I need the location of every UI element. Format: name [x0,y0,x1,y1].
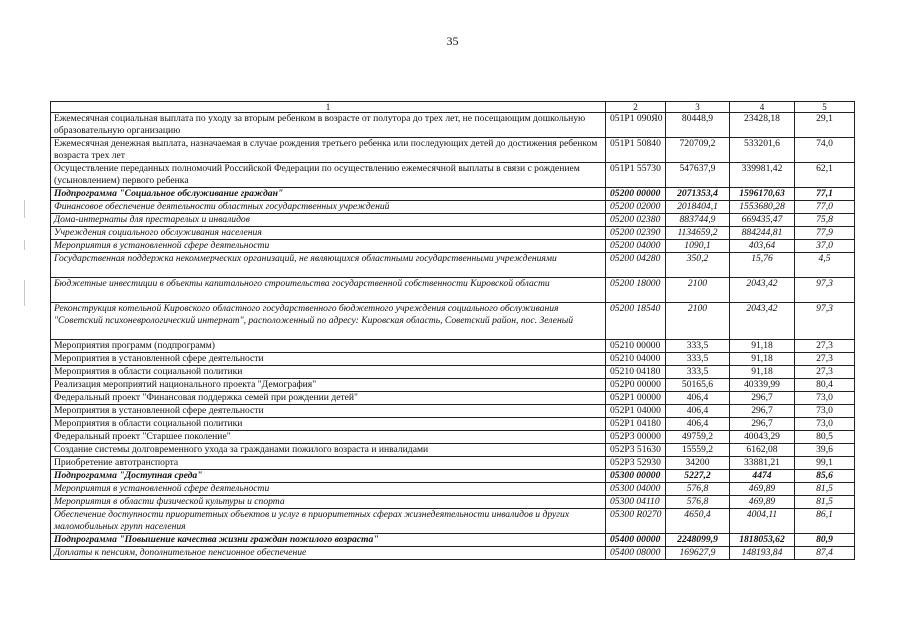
column-header: 2 [606,102,666,113]
row-actual-value-cell: 2043,42 [730,278,795,303]
row-percent-cell: 80,5 [795,431,855,444]
row-plan-value-cell: 720709,2 [666,138,730,163]
row-plan-value-cell: 80448,9 [666,113,730,138]
row-percent-cell: 74,0 [795,138,855,163]
row-actual-value-cell: 40043,29 [730,431,795,444]
table-row [51,470,855,483]
table-row [51,253,855,278]
row-percent-cell: 77,9 [795,227,855,240]
budget-table [50,101,855,560]
row-percent-cell: 27,3 [795,353,855,366]
row-actual-value-cell: 1596170,63 [730,188,795,201]
row-plan-value-cell: 15559,2 [666,444,730,457]
row-name-cell: Федеральный проект "Финансовая поддержка семей при рождении детей" [51,392,606,405]
row-actual-value-cell: 148193,84 [730,547,795,560]
table-row [51,405,855,418]
table-row [51,444,855,457]
column-header: 5 [795,102,855,113]
row-percent-cell: 4,5 [795,253,855,278]
row-percent-cell: 81,5 [795,483,855,496]
row-percent-cell: 86,1 [795,509,855,534]
row-code-cell: 052P3 52930 [606,457,666,470]
row-name-cell: Государственная поддержка некоммерческих организаций, не являющихся областными государственными учреждениями [51,253,606,278]
row-code-cell: 05200 02000 [606,201,666,214]
row-percent-cell: 62,1 [795,163,855,188]
row-plan-value-cell: 333,5 [666,340,730,353]
row-plan-value-cell: 333,5 [666,353,730,366]
row-plan-value-cell: 5227,2 [666,470,730,483]
row-percent-cell: 80,9 [795,534,855,547]
row-plan-value-cell: 49759,2 [666,431,730,444]
row-actual-value-cell: 296,7 [730,405,795,418]
row-code-cell: 05200 18540 [606,303,666,340]
row-actual-value-cell: 91,18 [730,353,795,366]
row-plan-value-cell: 883744,9 [666,214,730,227]
table-row [51,534,855,547]
row-plan-value-cell: 2071353,4 [666,188,730,201]
row-name-cell: Мероприятия в области социальной политики [51,418,606,431]
row-name-cell: Подпрограмма "Повышение качества жизни граждан пожилого возраста" [51,534,606,547]
row-plan-value-cell: 576,8 [666,483,730,496]
row-actual-value-cell: 403,64 [730,240,795,253]
row-plan-value-cell: 1090,1 [666,240,730,253]
row-code-cell: 051P1 50840 [606,138,666,163]
row-actual-value-cell: 469,89 [730,496,795,509]
row-actual-value-cell: 91,18 [730,366,795,379]
row-actual-value-cell: 884244,81 [730,227,795,240]
row-actual-value-cell: 23428,18 [730,113,795,138]
column-header: 3 [666,102,730,113]
row-actual-value-cell: 1818053,62 [730,534,795,547]
row-percent-cell: 81,5 [795,496,855,509]
row-percent-cell: 87,4 [795,547,855,560]
table-row [51,418,855,431]
table-row [51,278,855,303]
page-number: 35 [446,34,459,48]
row-plan-value-cell: 333,5 [666,366,730,379]
row-name-cell: Осуществление переданных полномочий Российской Федерации по осуществлению ежемесячной выплаты в связи с рождением (усыновлением) первого ребенка [51,163,606,188]
row-actual-value-cell: 1553680,28 [730,201,795,214]
row-actual-value-cell: 469,89 [730,483,795,496]
table-row [51,379,855,392]
row-percent-cell: 77,0 [795,201,855,214]
row-actual-value-cell: 339981,42 [730,163,795,188]
row-code-cell: 05200 04280 [606,253,666,278]
row-name-cell: Мероприятия программ (подпрограмм) [51,340,606,353]
row-name-cell: Подпрограмма "Социальное обслуживание граждан" [51,188,606,201]
table-row [51,392,855,405]
row-actual-value-cell: 6162,08 [730,444,795,457]
row-actual-value-cell: 40339,99 [730,379,795,392]
row-percent-cell: 37,0 [795,240,855,253]
table-row [51,340,855,353]
row-name-cell: Мероприятия в установленной сфере деятельности [51,405,606,418]
table-row [51,547,855,560]
row-actual-value-cell: 533201,6 [730,138,795,163]
row-actual-value-cell: 669435,47 [730,214,795,227]
row-plan-value-cell: 2100 [666,278,730,303]
table-row [51,227,855,240]
table-row [51,509,855,534]
row-percent-cell: 39,6 [795,444,855,457]
row-actual-value-cell: 4474 [730,470,795,483]
row-actual-value-cell: 296,7 [730,392,795,405]
row-percent-cell: 80,4 [795,379,855,392]
row-plan-value-cell: 576,8 [666,496,730,509]
row-code-cell: 05300 00000 [606,470,666,483]
table-row [51,483,855,496]
row-percent-cell: 97,3 [795,303,855,340]
column-header-row [51,102,855,113]
row-name-cell: Приобретение автотранспорта [51,457,606,470]
column-header: 4 [730,102,795,113]
table-row [51,201,855,214]
row-plan-value-cell: 2100 [666,303,730,340]
row-name-cell: Мероприятия в области физической культуры и спорта [51,496,606,509]
row-code-cell: 052P1 04000 [606,405,666,418]
row-plan-value-cell: 1134659,2 [666,227,730,240]
table-row [51,353,855,366]
row-code-cell: 05300 04110 [606,496,666,509]
table-body [51,113,855,560]
table-row [51,431,855,444]
row-name-cell: Реализация мероприятий национального проекта "Демография" [51,379,606,392]
row-percent-cell: 97,3 [795,278,855,303]
row-code-cell: 05200 02390 [606,227,666,240]
table-row [51,214,855,227]
row-code-cell: 052P1 00000 [606,392,666,405]
row-name-cell: Ежемесячная денежная выплата, назначаемая в случае рождения третьего ребенка или последующих детей до достижения ребенком возраста трех лет [51,138,606,163]
table-row [51,366,855,379]
row-code-cell: 05200 18000 [606,278,666,303]
row-code-cell: 05210 04000 [606,353,666,366]
row-name-cell: Мероприятия в установленной сфере деятельности [51,240,606,253]
row-name-cell: Создание системы долговременного ухода за гражданами пожилого возраста и инвалидами [51,444,606,457]
row-code-cell: 05200 04000 [606,240,666,253]
budget-table-container [50,101,854,560]
row-percent-cell: 85,6 [795,470,855,483]
row-plan-value-cell: 547637,9 [666,163,730,188]
table-row [51,138,855,163]
row-plan-value-cell: 2248099,9 [666,534,730,547]
row-actual-value-cell: 15,76 [730,253,795,278]
column-header: 1 [51,102,606,113]
row-percent-cell: 73,0 [795,418,855,431]
row-percent-cell: 29,1 [795,113,855,138]
row-name-cell: Мероприятия в установленной сфере деятельности [51,483,606,496]
row-code-cell: 052P3 51630 [606,444,666,457]
row-percent-cell: 77,1 [795,188,855,201]
row-name-cell: Ежемесячная социальная выплата по уходу за вторым ребенком в возрасте от полутора до трех лет, не посещающим дошкольную образовательную организацию [51,113,606,138]
row-actual-value-cell: 296,7 [730,418,795,431]
row-plan-value-cell: 2018404,1 [666,201,730,214]
row-name-cell: Учреждения социального обслуживания населения [51,227,606,240]
row-percent-cell: 73,0 [795,405,855,418]
row-code-cell: 052P0 00000 [606,379,666,392]
row-code-cell: 051P1 090Я0 [606,113,666,138]
row-plan-value-cell: 406,4 [666,392,730,405]
table-row [51,240,855,253]
row-code-cell: 05210 00000 [606,340,666,353]
row-code-cell: 05200 02380 [606,214,666,227]
row-code-cell: 052P1 04180 [606,418,666,431]
row-plan-value-cell: 406,4 [666,405,730,418]
row-plan-value-cell: 34200 [666,457,730,470]
row-code-cell: 05400 08000 [606,547,666,560]
row-name-cell: Мероприятия в установленной сфере деятельности [51,353,606,366]
row-actual-value-cell: 91,18 [730,340,795,353]
row-code-cell: 05400 00000 [606,534,666,547]
row-actual-value-cell: 4004,11 [730,509,795,534]
row-name-cell: Финансовое обеспечение деятельности областных государственных учреждений [51,201,606,214]
row-plan-value-cell: 406,4 [666,418,730,431]
row-plan-value-cell: 350,2 [666,253,730,278]
row-plan-value-cell: 4650,4 [666,509,730,534]
row-code-cell: 05300 04000 [606,483,666,496]
table-row [51,496,855,509]
row-code-cell: 051P1 55730 [606,163,666,188]
row-name-cell: Подпрограмма "Доступная среда" [51,470,606,483]
row-name-cell: Дома-интернаты для престарелых и инвалидов [51,214,606,227]
row-name-cell: Федеральный проект "Старшее поколение" [51,431,606,444]
row-percent-cell: 27,3 [795,366,855,379]
row-code-cell: 05200 00000 [606,188,666,201]
row-code-cell: 05300 R0270 [606,509,666,534]
row-plan-value-cell: 50165,6 [666,379,730,392]
row-code-cell: 052P3 00000 [606,431,666,444]
row-name-cell: Доплаты к пенсиям, дополнительное пенсионное обеспечение [51,547,606,560]
row-percent-cell: 99,1 [795,457,855,470]
row-plan-value-cell: 169627,9 [666,547,730,560]
row-name-cell: Обеспечение доступности приоритетных объектов и услуг в приоритетных сферах жизнедеятельности инвалидов и других маломобильных групп населения [51,509,606,534]
table-row [51,113,855,138]
row-code-cell: 05210 04180 [606,366,666,379]
row-actual-value-cell: 33881,21 [730,457,795,470]
scan-artifact [24,200,30,310]
table-row [51,303,855,340]
row-actual-value-cell: 2043,42 [730,303,795,340]
row-name-cell: Мероприятия в области социальной политики [51,366,606,379]
table-row [51,457,855,470]
row-percent-cell: 73,0 [795,392,855,405]
row-percent-cell: 75,8 [795,214,855,227]
row-percent-cell: 27,3 [795,340,855,353]
row-name-cell: Бюджетные инвестиции в объекты капитального строительства государственной собственности Кировской области [51,278,606,303]
table-row [51,188,855,201]
row-name-cell: Реконструкция котельной Кировского областного государственного бюджетного учреждения социального обслуживания "Советский психоневрологический интернат", расположенный по адресу: Кировская область, Советский район, пос. Зеленый [51,303,606,340]
table-row [51,163,855,188]
